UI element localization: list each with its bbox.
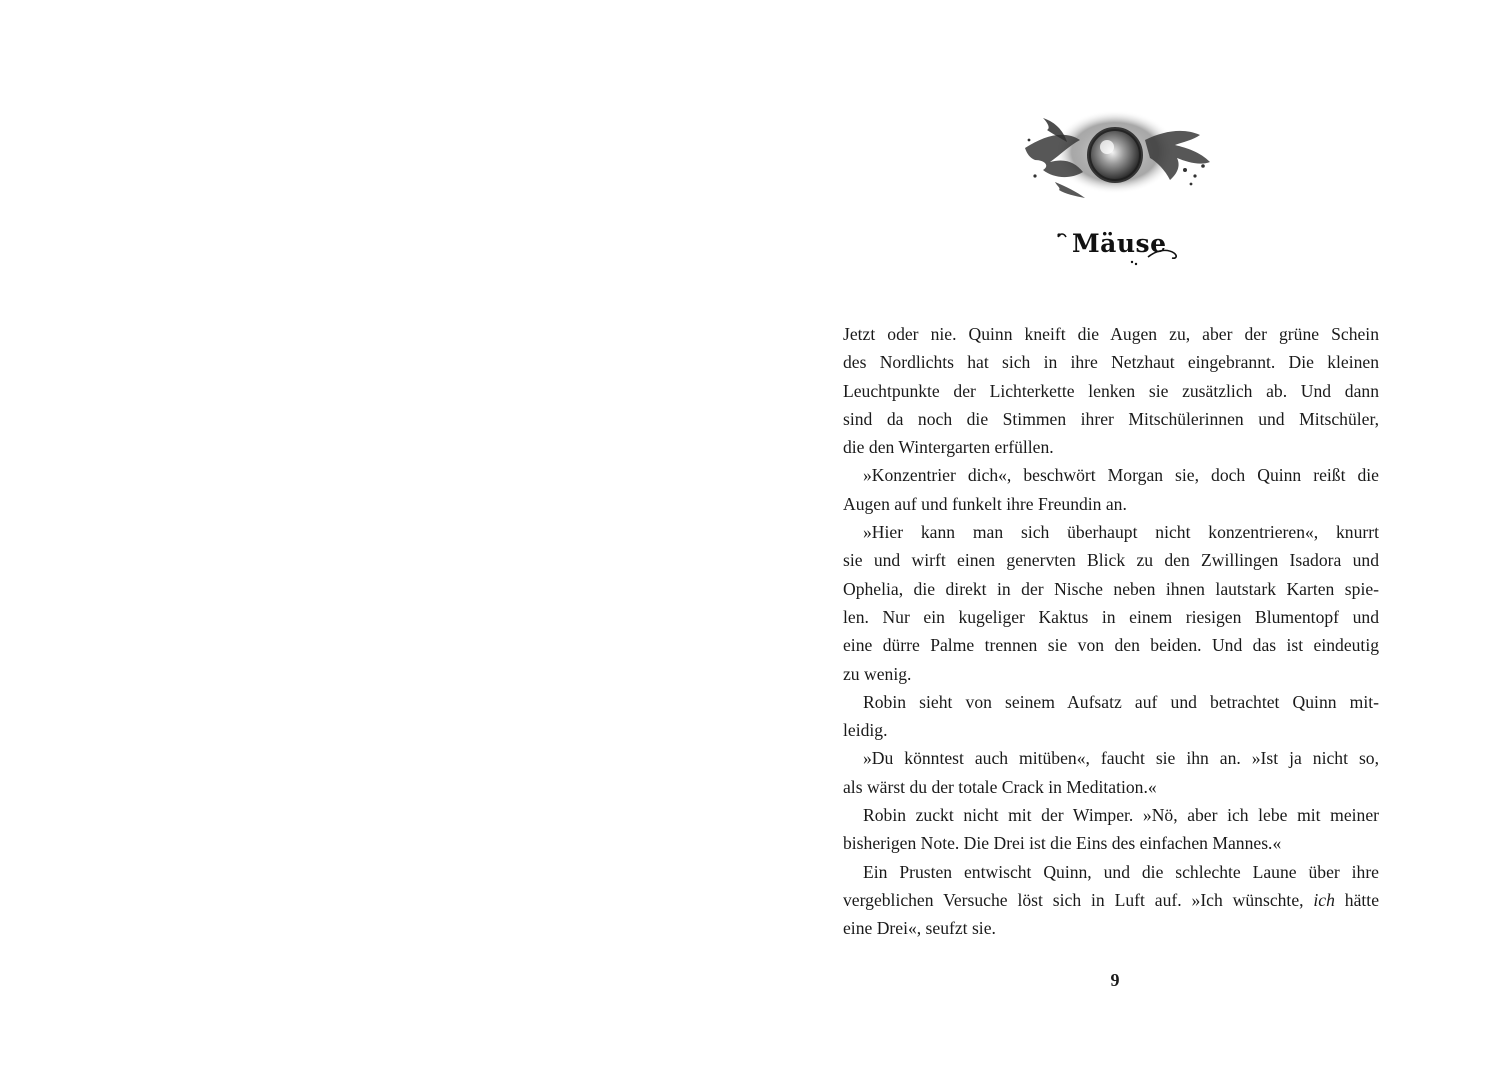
- text-line: des Nordlichts hat sich in ihre Netzhaut eingebrannt. Die kleinen: [843, 352, 1379, 373]
- chapter-body-text: [843, 320, 1379, 943]
- page-number: 9: [1110, 970, 1120, 990]
- text-line: Ophelia, die direkt in der Nische neben ihnen lautstark Karten spie-: [843, 578, 1379, 599]
- paragraph: [843, 518, 1379, 688]
- text-line: len. Nur ein kugeliger Kaktus in einem riesigen Blumentopf und: [843, 606, 1379, 627]
- text-line: »Konzentrier dich«, beschwört Morgan sie, doch Quinn reißt die: [863, 465, 1379, 486]
- text-line: vergeblichen Versuche löst sich in Luft auf. »Ich wünschte, ich hätte: [843, 889, 1380, 910]
- text-line: als wärst du der totale Crack in Meditation.«: [843, 776, 1157, 797]
- text-line: Robin zuckt nicht mit der Wimper. »Nö, aber ich lebe mit meiner: [863, 805, 1379, 826]
- text-line: eine dürre Palme trennen sie von den beiden. Und das ist eindeutig: [843, 635, 1379, 656]
- text-line: Ein Prusten entwischt Quinn, und die schlechte Laune über ihre: [863, 861, 1379, 882]
- text-line: sie und wirft einen genervten Blick zu den Zwillingen Isadora und: [843, 550, 1379, 571]
- chapter-title: [1050, 225, 1190, 269]
- text-line: »Hier kann man sich überhaupt nicht konzentrieren«, knurrt: [863, 522, 1379, 543]
- text-line: bisherigen Note. Die Drei ist die Eins des einfachen Mannes.«: [843, 833, 1282, 854]
- right-page: [750, 0, 1500, 1086]
- text-line: eine Drei«, seufzt sie.: [843, 918, 996, 939]
- text-line: Jetzt oder nie. Quinn kneift die Augen zu, aber der grüne Schein: [843, 324, 1379, 344]
- paragraph: [843, 858, 1379, 943]
- text-line: die den Wintergarten erfüllen.: [843, 437, 1054, 458]
- text-line: Leuchtpunkte der Lichterkette lenken sie zusätzlich ab. Und dann: [843, 380, 1379, 401]
- glowing-orb-ink-splash-ornament-icon: [1005, 100, 1225, 210]
- paragraph: [843, 461, 1379, 518]
- paragraph: [843, 320, 1379, 461]
- emphasis-trailing-text: hätte: [1334, 889, 1380, 910]
- text-line: leidig.: [843, 720, 888, 741]
- text-line: Robin sieht von seinem Aufsatz auf und betrachtet Quinn mit-: [863, 691, 1379, 712]
- text-line: zu wenig.: [843, 663, 912, 684]
- text-line: sind da noch die Stimmen ihrer Mitschülerinnen und Mitschüler,: [843, 408, 1379, 429]
- paragraph: [843, 688, 1379, 745]
- paragraph: [843, 801, 1379, 858]
- text-line: Augen auf und funkelt ihre Freundin an.: [843, 493, 1127, 514]
- text-line: »Du könntest auch mitüben«, faucht sie ihn an. »Ist ja nicht so,: [863, 748, 1379, 769]
- paragraph: [843, 744, 1379, 801]
- chapter-title-text: Mäuse: [1072, 229, 1167, 258]
- emphasized-word: ich: [1313, 889, 1335, 910]
